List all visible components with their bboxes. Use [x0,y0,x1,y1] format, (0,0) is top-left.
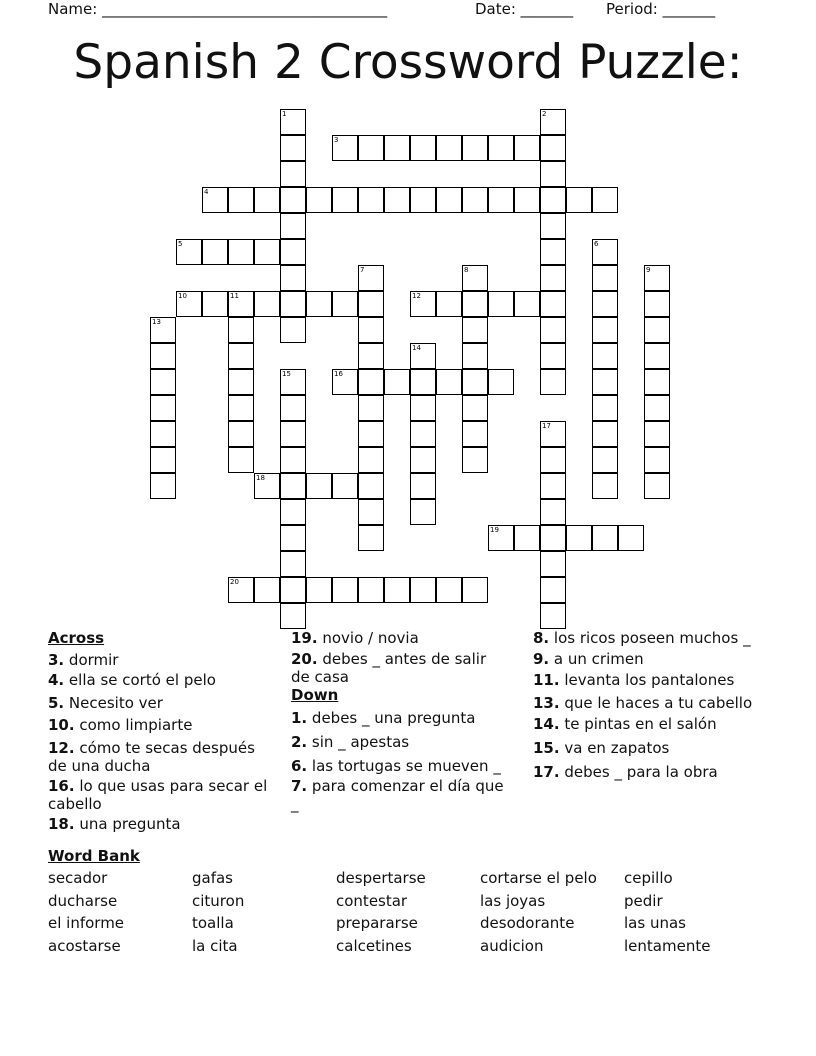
clue-number-16: 16 [334,370,343,378]
crossword-cell[interactable] [540,369,566,395]
crossword-cell[interactable] [228,343,254,369]
crossword-cell[interactable] [358,499,384,525]
crossword-cell[interactable] [280,447,306,473]
clue-number-17: 17 [542,422,551,430]
crossword-cell[interactable] [540,525,566,551]
crossword-cell[interactable] [358,135,384,161]
clue-across-19: 19. novio / novia [291,629,419,647]
crossword-cell[interactable] [280,577,306,603]
clue-down-2: 2. sin _ apestas [291,733,410,751]
clue-across-18: 18. una pregunta [48,815,181,833]
crossword-cell[interactable] [280,187,306,213]
crossword-cell[interactable] [410,135,436,161]
across-clues-column [48,629,268,833]
period-field[interactable]: Period: _______ [606,0,716,18]
crossword-cell[interactable] [644,317,670,343]
down-heading: Down [291,686,339,704]
crossword-cell[interactable] [592,343,618,369]
word-bank-entry: lentamente [624,936,711,955]
clue-down-7: 7. para comenzar el día que _ [291,777,504,813]
crossword-cell[interactable] [358,395,384,421]
clue-down-6: 6. las tortugas se mueven _ [291,757,501,775]
crossword-cell[interactable] [644,395,670,421]
crossword-cell[interactable] [384,187,410,213]
clue-number-18: 18 [256,474,265,482]
crossword-cell[interactable] [462,343,488,369]
clue-across-12: 12. cómo te secas después de una ducha [48,739,255,775]
crossword-cell[interactable] [592,317,618,343]
crossword-cell[interactable] [514,291,540,317]
crossword-cell[interactable] [150,447,176,473]
crossword-cell[interactable] [540,239,566,265]
crossword-cell[interactable] [540,265,566,291]
crossword-cell[interactable] [254,291,280,317]
crossword-cell[interactable] [228,369,254,395]
clue-number-6: 6 [594,240,599,248]
word-bank-entry: secador [48,869,108,887]
word-bank-entry: cortarse el pelo [480,869,597,887]
down-clues-column [533,629,763,781]
crossword-cell[interactable] [358,577,384,603]
crossword-cell[interactable] [462,135,488,161]
crossword-cell[interactable] [228,395,254,421]
crossword-cell[interactable] [228,447,254,473]
word-bank-entry: ducharse [48,891,118,910]
crossword-cell[interactable] [540,343,566,369]
crossword-cell[interactable] [592,187,618,213]
crossword-cell[interactable] [462,421,488,447]
crossword-cell[interactable] [514,135,540,161]
clue-number-10: 10 [178,292,187,300]
crossword-cell[interactable] [514,187,540,213]
clue-number-13: 13 [152,318,161,326]
crossword-cell[interactable] [566,525,592,551]
crossword-cell[interactable] [540,473,566,499]
crossword-cell[interactable] [280,551,306,577]
crossword-cell[interactable] [462,395,488,421]
crossword-cell[interactable] [462,187,488,213]
puzzle-title: Spanish 2 Crossword Puzzle: [73,35,743,90]
crossword-cell[interactable] [410,499,436,525]
crossword-cell[interactable] [358,291,384,317]
crossword-cell[interactable] [592,395,618,421]
word-bank-entry: despertarse [336,869,426,887]
word-bank-entry: toalla [192,914,234,932]
crossword-cell[interactable] [228,239,254,265]
clue-down-13: 13. que le haces a tu cabello [533,694,753,712]
crossword-cell[interactable] [410,369,436,395]
crossword-cell[interactable] [280,291,306,317]
crossword-cell[interactable] [566,187,592,213]
crossword-cell[interactable] [436,135,462,161]
crossword-cell[interactable] [592,291,618,317]
crossword-cell[interactable] [514,525,540,551]
clue-number-2: 2 [542,110,547,118]
word-bank-entry: audicion [480,936,544,955]
word-bank-entry: la cita [192,936,238,955]
word-bank-entry: cepillo [624,869,673,887]
clue-down-8: 8. los ricos poseen muchos _ [533,629,751,647]
crossword-cell[interactable] [358,525,384,551]
crossword-cell[interactable] [644,447,670,473]
crossword-cell[interactable] [254,187,280,213]
crossword-cell[interactable] [592,265,618,291]
crossword-cell[interactable] [332,577,358,603]
clue-down-14: 14. te pintas en el salón [533,715,717,733]
crossword-cell[interactable] [280,499,306,525]
clue-down-1: 1. debes _ una pregunta [291,709,476,727]
clue-number-1: 1 [282,110,287,118]
clue-number-11: 11 [230,292,239,300]
crossword-cell[interactable] [540,187,566,213]
clue-across-10: 10. como limpiarte [48,716,193,734]
crossword-cell[interactable] [150,369,176,395]
crossword-cell[interactable] [358,317,384,343]
crossword-cell[interactable] [644,343,670,369]
clue-across-16: 16. lo que usas para secar el cabello [48,777,268,813]
clue-number-14: 14 [412,344,421,352]
crossword-cell[interactable] [358,421,384,447]
word-bank-entry: calcetines [336,936,412,955]
crossword-cell[interactable] [150,421,176,447]
crossword-cell[interactable] [384,369,410,395]
crossword-cell[interactable] [592,447,618,473]
crossword-cell[interactable] [202,291,228,317]
crossword-cell[interactable] [462,577,488,603]
crossword-cell[interactable] [410,421,436,447]
crossword-cell[interactable] [384,135,410,161]
crossword-cell[interactable] [228,317,254,343]
clue-number-20: 20 [230,578,239,586]
crossword-cell[interactable] [280,213,306,239]
clue-number-4: 4 [204,188,209,196]
clue-number-8: 8 [464,266,469,274]
crossword-cell[interactable] [150,473,176,499]
crossword-cell[interactable] [488,369,514,395]
crossword-cell[interactable] [150,395,176,421]
crossword-cell[interactable] [332,187,358,213]
clue-number-3: 3 [334,136,339,144]
crossword-cell[interactable] [592,525,618,551]
crossword-cell[interactable] [644,369,670,395]
crossword-cell[interactable] [540,577,566,603]
crossword-cell[interactable] [280,317,306,343]
clue-number-7: 7 [360,266,365,274]
clue-number-15: 15 [282,370,291,378]
crossword-cell[interactable] [150,343,176,369]
word-bank-entry: prepararse [336,914,418,932]
crossword-cell[interactable] [280,473,306,499]
crossword-cell[interactable] [410,395,436,421]
crossword-cell[interactable] [358,343,384,369]
clue-down-11: 11. levanta los pantalones [533,671,735,689]
crossword-cell[interactable] [436,369,462,395]
middle-clues-column [291,629,506,813]
crossword-cell[interactable] [436,291,462,317]
word-bank-entry: las joyas [480,891,546,910]
crossword-cell[interactable] [462,447,488,473]
crossword-cell[interactable] [306,187,332,213]
name-field[interactable]: Name: ______________________________________ [48,0,388,18]
crossword-cell[interactable] [436,577,462,603]
word-bank-entry: contestar [336,891,408,910]
word-bank-entry: el informe [48,914,125,932]
crossword-cell[interactable] [644,291,670,317]
clue-down-15: 15. va en zapatos [533,739,670,757]
word-bank-entry: cituron [192,891,245,910]
crossword-cell[interactable] [306,473,332,499]
clue-across-5: 5. Necesito ver [48,694,163,712]
crossword-cell[interactable] [592,421,618,447]
crossword-cell[interactable] [280,239,306,265]
crossword-cell[interactable] [280,395,306,421]
crossword-cell[interactable] [280,421,306,447]
crossword-cell[interactable] [332,473,358,499]
crossword-cell[interactable] [462,369,488,395]
crossword-cell[interactable] [358,447,384,473]
word-bank-entry: acostarse [48,936,121,955]
word-bank-entry: las unas [624,914,686,932]
crossword-cell[interactable] [228,421,254,447]
clue-across-20: 20. debes _ antes de salir de casa [291,650,487,686]
crossword-cell[interactable] [228,187,254,213]
crossword-cell[interactable] [462,291,488,317]
crossword-cell[interactable] [280,265,306,291]
word-bank-entry: gafas [192,869,234,887]
crossword-cell[interactable] [644,421,670,447]
crossword-cell[interactable] [384,577,410,603]
date-field[interactable]: Date: _______ [475,0,574,18]
clue-number-9: 9 [646,266,651,274]
word-bank-heading: Word Bank [48,847,140,865]
crossword-cell[interactable] [410,577,436,603]
crossword-cell[interactable] [436,187,462,213]
crossword-cell[interactable] [332,291,358,317]
crossword-cell[interactable] [410,473,436,499]
crossword-cell[interactable] [280,603,306,629]
clue-down-9: 9. a un crimen [533,650,644,668]
crossword-cell[interactable] [410,447,436,473]
crossword-cell[interactable] [540,317,566,343]
clue-across-4: 4. ella se cortó el pelo [48,671,216,689]
crossword-cell[interactable] [540,447,566,473]
crossword-cell[interactable] [306,577,332,603]
word-bank-entry: pedir [624,891,663,910]
across-heading: Across [48,629,105,647]
crossword-cell[interactable] [540,213,566,239]
clue-down-17: 17. debes _ para la obra [533,763,718,781]
crossword-cell[interactable] [540,291,566,317]
crossword-cell[interactable] [280,161,306,187]
crossword-cell[interactable] [488,187,514,213]
crossword-cell[interactable] [202,239,228,265]
clue-number-12: 12 [412,292,421,300]
crossword-cell[interactable] [592,369,618,395]
crossword-cell[interactable] [488,291,514,317]
crossword-cell[interactable] [462,317,488,343]
crossword-cell[interactable] [540,499,566,525]
crossword-cell[interactable] [644,473,670,499]
crossword-cell[interactable] [618,525,644,551]
crossword-cell[interactable] [540,551,566,577]
crossword-cell[interactable] [540,135,566,161]
crossword-cell[interactable] [592,473,618,499]
crossword-cell[interactable] [488,135,514,161]
crossword-cell[interactable] [358,369,384,395]
crossword-cell[interactable] [540,161,566,187]
clue-across-3: 3. dormir [48,651,119,669]
clue-number-19: 19 [490,526,499,534]
crossword-cell[interactable] [358,473,384,499]
crossword-cell[interactable] [358,187,384,213]
crossword-cell[interactable] [306,291,332,317]
crossword-cell[interactable] [280,135,306,161]
crossword-cell[interactable] [410,187,436,213]
word-bank-entry: desodorante [480,914,575,932]
clue-number-5: 5 [178,240,183,248]
crossword-cell[interactable] [254,577,280,603]
crossword-cell[interactable] [280,525,306,551]
crossword-cell[interactable] [254,239,280,265]
crossword-cell[interactable] [540,603,566,629]
